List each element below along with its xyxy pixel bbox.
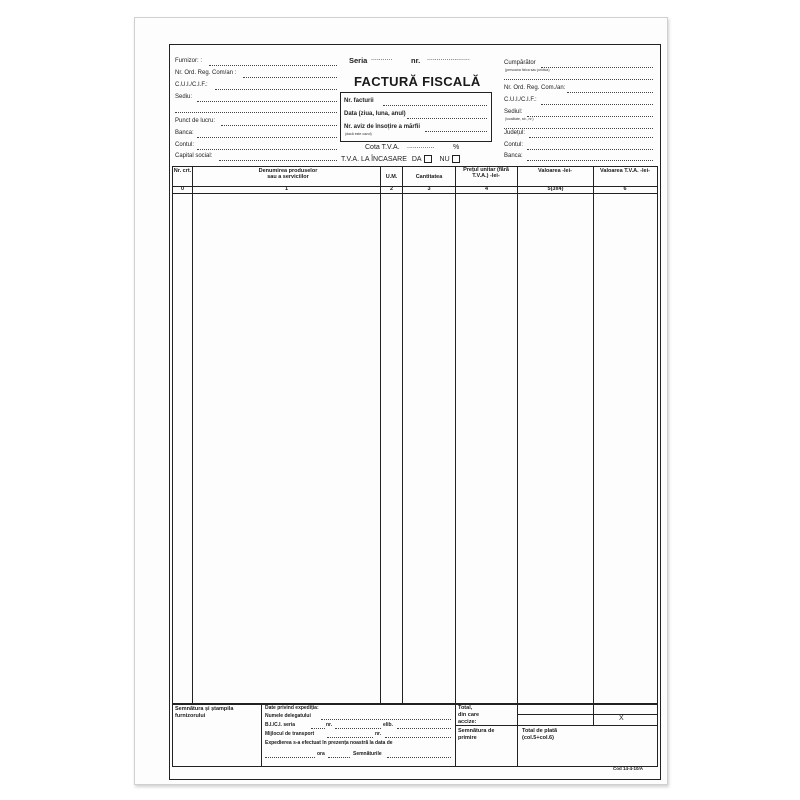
- supplier-punct-lucru-field[interactable]: [221, 125, 337, 126]
- col-line-5: [517, 166, 518, 704]
- page-title: FACTURĂ FISCALĂ: [354, 74, 481, 89]
- supplier-furnizor-label: Furnizor: :: [175, 58, 203, 64]
- series-label: Seria: [349, 56, 368, 65]
- col-header-um: U.M.: [385, 174, 398, 180]
- supplier-contul-label: Contul:: [175, 142, 195, 148]
- delegate-label: Numele delegatului: [265, 713, 311, 719]
- col-line-1: [192, 166, 193, 704]
- supplier-punct-lucru-label: Punct de lucru:: [175, 118, 216, 124]
- id-series-field[interactable]: [311, 728, 325, 729]
- vat-yes-checkbox[interactable]: [424, 155, 432, 163]
- total-accize-label: accize:: [458, 719, 477, 725]
- col-header-pret: Prețul unitar (fără T.V.A.) -lei-: [463, 167, 509, 179]
- nr-label: nr.: [411, 56, 421, 65]
- buyer-cui-label: C.U.I./C.I.F.:: [504, 97, 537, 103]
- invoice-date-label: Data (ziua, luna, anul): [344, 111, 406, 117]
- nr-dots[interactable]: ......................: [427, 55, 470, 62]
- vat-percent: %: [453, 144, 460, 151]
- shipping-title: Date privind expediția:: [265, 705, 319, 711]
- buyer-cumparator-label: Cumpărător: [504, 60, 536, 66]
- buyer-judetul-field[interactable]: [529, 137, 653, 138]
- supplier-capital-label: Capital social:: [175, 153, 213, 159]
- col-line-2: [380, 166, 381, 704]
- shipping-time-field[interactable]: [328, 757, 350, 758]
- items-table: [172, 166, 658, 705]
- col-line-3: [402, 166, 403, 704]
- supplier-nr-ord-field[interactable]: [243, 77, 337, 78]
- buyer-cui-field[interactable]: [541, 104, 653, 105]
- shipping-statement: Expedierea s-a efectuat în prezența noastră la data de: [265, 740, 393, 746]
- col-header-denumire: Denumirea produselor sau a serviciilor: [258, 168, 318, 180]
- series-dots[interactable]: ...........: [371, 55, 393, 62]
- supplier-contul-field[interactable]: [197, 149, 337, 150]
- transport-nr-label: nr.: [375, 731, 382, 737]
- supplier-signature-label: [175, 706, 255, 720]
- invoice-form-sheet: [134, 17, 668, 785]
- col-line-6: [593, 166, 594, 704]
- aviz-note: (dacă este cazul): [345, 132, 372, 136]
- vat-on-collection-text: T.V.A. LA ÎNCASARE: [341, 155, 407, 163]
- supplier-sediu-label: Sediu:: [175, 94, 193, 100]
- supplier-cui-label: C.U.I./C.I.F.:: [175, 82, 208, 88]
- receipt-signature-label: [458, 728, 513, 742]
- buyer-contul-field[interactable]: [527, 149, 653, 150]
- shipping-time-label: ora: [317, 751, 325, 757]
- receipt-signature-text: Semnătura de primire: [458, 728, 495, 741]
- supplier-signature-text: Semnătura și ștampila furnizorului: [175, 706, 234, 719]
- total-x-mark: X: [619, 715, 624, 722]
- form-code: Cod 14-4-10/A: [613, 766, 644, 771]
- buyer-nr-ord-field[interactable]: [567, 92, 653, 93]
- id-nr-field[interactable]: [335, 728, 381, 729]
- delegate-field[interactable]: [321, 719, 451, 720]
- buyer-sediul-note: (localitate, str., nr.): [505, 117, 534, 121]
- col-number-6: 6: [623, 186, 627, 192]
- supplier-banca-field[interactable]: [197, 137, 337, 138]
- buyer-nr-ord-label: Nr. Ord. Reg. Com./an:: [504, 85, 566, 91]
- supplier-capital-field[interactable]: [219, 160, 337, 161]
- col-header-valoare: Valoarea -lei-: [538, 168, 572, 174]
- total-payment-label: Total de plată: [522, 728, 558, 734]
- buyer-contul-label: Contul:: [504, 142, 524, 148]
- col-line-4: [455, 166, 456, 704]
- buyer-sediul-label: Sediul:: [504, 109, 523, 115]
- aviz-label: Nr. aviz de însoțire a mărfii: [344, 124, 421, 130]
- buyer-sediul-field[interactable]: [527, 116, 653, 117]
- buyer-cumparator-field[interactable]: [541, 67, 653, 68]
- col-header-nr: Nr. crt.: [173, 168, 192, 174]
- transport-label: Mijlocul de transport: [265, 731, 315, 737]
- col-number-3: 3: [427, 186, 431, 192]
- footer-accize-line: [455, 725, 657, 726]
- shipping-date-field[interactable]: [265, 757, 315, 758]
- col-number-4: 4: [484, 186, 489, 192]
- col-header-cantitate: Cantitatea: [415, 174, 443, 180]
- signatures-label: Semnăturile: [353, 751, 382, 757]
- invoice-number-label: Nr. facturii: [344, 98, 374, 104]
- col-number-5: 5(3x4): [547, 186, 564, 192]
- vat-no-checkbox[interactable]: [452, 155, 460, 163]
- vat-rate-label: Cota T.V.A.: [365, 144, 400, 151]
- total-din-care-label: din care: [458, 712, 480, 718]
- invoice-date-field[interactable]: [407, 118, 487, 119]
- supplier-furnizor-field[interactable]: [209, 65, 337, 66]
- id-elib-field[interactable]: [397, 728, 451, 729]
- total-payment-formula: (col.5+col.6): [522, 735, 554, 741]
- col-header-valoare-tva: Valoarea T.V.A. -lei-: [600, 168, 650, 174]
- supplier-sediu-field-2[interactable]: [175, 112, 337, 113]
- buyer-cumparator-note: (persoana fizica sau juridica): [505, 68, 550, 72]
- footer-line-3: [517, 703, 518, 766]
- col-number-0: 0: [180, 186, 185, 192]
- buyer-cumparator-field-2[interactable]: [504, 79, 653, 80]
- buyer-sediul-field-2[interactable]: [504, 128, 653, 129]
- supplier-nr-ord-label: Nr. Ord. Reg. Com/an :: [175, 70, 237, 76]
- id-series-label: B.I./C.I. seria: [265, 722, 296, 728]
- id-nr-label: nr.: [326, 722, 333, 728]
- footer-total-line: [517, 714, 657, 715]
- transport-field[interactable]: [327, 737, 373, 738]
- vat-rate-dots[interactable]: ..............: [407, 143, 435, 150]
- col-number-2: 2: [389, 186, 394, 192]
- supplier-sediu-field[interactable]: [197, 101, 337, 102]
- supplier-cui-field[interactable]: [215, 89, 337, 90]
- table-numbers-bottom-line: [172, 193, 657, 194]
- buyer-judetul-label: Județul:: [504, 130, 526, 136]
- buyer-banca-field[interactable]: [527, 160, 653, 161]
- vat-on-collection-label: [341, 155, 460, 163]
- buyer-banca-label: Banca:: [504, 153, 523, 159]
- id-elib-label: elib.: [383, 722, 394, 728]
- vat-yes-label: DA: [411, 155, 422, 163]
- invoice-number-field[interactable]: [383, 105, 487, 106]
- footer-line-2: [455, 703, 456, 766]
- col-number-1: 1: [284, 186, 289, 192]
- transport-nr-field[interactable]: [385, 737, 451, 738]
- vat-no-label: NU: [439, 155, 450, 163]
- supplier-banca-label: Banca:: [175, 130, 194, 136]
- aviz-field[interactable]: [425, 131, 487, 132]
- signatures-field[interactable]: [387, 757, 451, 758]
- total-label: Total,: [458, 705, 473, 711]
- footer-line-1: [261, 703, 262, 766]
